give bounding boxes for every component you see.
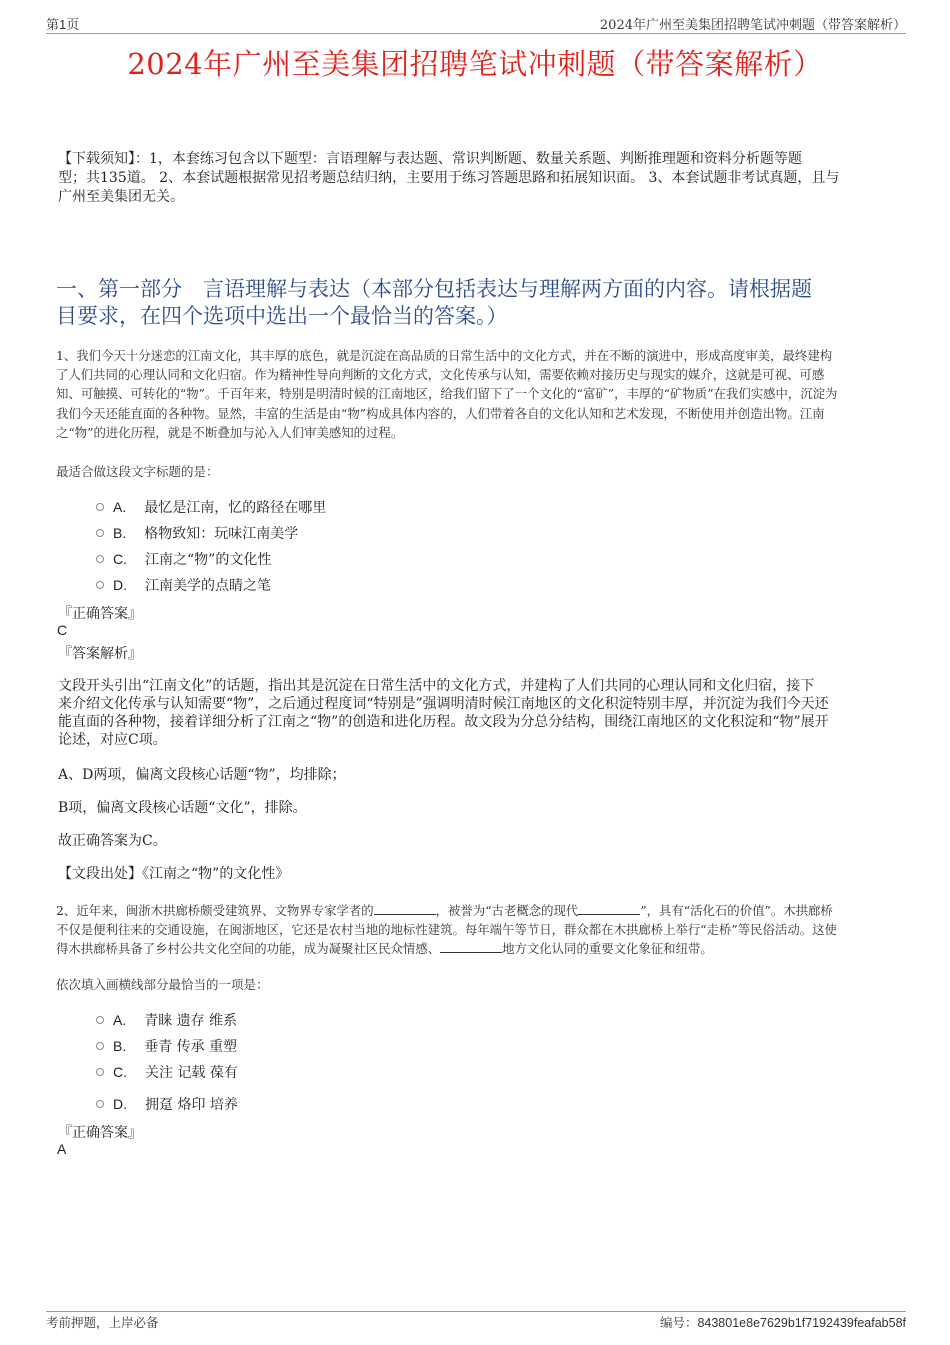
option-text: 青睐 遗存 维系: [144, 1013, 238, 1029]
q1-option-a[interactable]: [96, 497, 326, 517]
option-letter: B.: [113, 525, 127, 541]
q2-option-c[interactable]: [96, 1062, 238, 1082]
radio-icon[interactable]: [96, 503, 104, 511]
radio-icon[interactable]: [96, 529, 104, 537]
q1-correct-answer: C: [57, 622, 68, 638]
q1-analysis: [58, 677, 898, 749]
passage-text: 2、近年来，闽浙木拱廊桥颇受建筑界、文物界专家学者的: [56, 903, 374, 918]
page-title: 2024年广州至美集团招聘笔试冲刺题（带答案解析）: [127, 47, 823, 81]
notice-line: 【下载须知】：1，本套练习包含以下题型：言语理解与表达题、常识判断题、数量关系题、判断推理题和资料分析题等题: [58, 151, 802, 167]
passage-line: 知、可触摸、可转化的“物”。千百年来，特别是明清时候的江南地区，给我们留下了一个文化的“富矿”，丰厚的“矿物质”在我们实感中，沉淀为: [56, 386, 838, 402]
option-text: 垂青 传承 重塑: [144, 1039, 238, 1055]
passage-line: [56, 901, 906, 920]
option-letter: D.: [113, 1096, 127, 1112]
header-doc-title: 2024年广州至美集团招聘笔试冲刺题（带答案解析）: [599, 18, 906, 33]
q1-analysis-b: B项，偏离文段核心话题“文化”，排除。: [58, 800, 307, 816]
option-text: 拥趸 烙印 培养: [145, 1097, 238, 1113]
footer-code-value: 843801e8e7629b1f7192439feafab58f: [697, 1316, 906, 1330]
section-heading-line: 目要求，在四个选项中选出一个最恰当的答案。）: [56, 304, 508, 328]
download-notice: [58, 150, 903, 207]
footer-code-label: 编号：: [659, 1315, 698, 1330]
q1-option-b[interactable]: [96, 523, 298, 543]
section-heading-line: 一、第一部分 言语理解与表达（本部分包括表达与理解两方面的内容。请根据题: [56, 277, 812, 301]
option-text: 格物致知：玩味江南美学: [144, 526, 299, 542]
radio-icon[interactable]: [96, 1068, 104, 1076]
q1-analysis-label: 『答案解析』: [58, 646, 142, 662]
q2-prompt: 依次填入画横线部分最恰当的一项是：: [56, 977, 269, 992]
option-text: 江南美学的点睛之笔: [145, 578, 271, 594]
notice-line: 型；共135道。 2、本套试题根据常见招考题总结归纳，主要用于练习答题思路和拓展知识面。 3、本套试题非考试真题，且与: [58, 170, 840, 186]
passage-line: 不仅是便利往来的交通设施，在闽浙地区，它还是农村当地的地标性建筑。每年端午等节日，群众都在木拱廊桥上举行“走桥”等民俗活动。这使: [56, 922, 837, 938]
passage-line: [56, 939, 906, 958]
option-letter: A.: [113, 499, 127, 515]
notice-line: 广州至美集团无关。: [58, 189, 184, 205]
q1-conclusion: 故正确答案为C。: [58, 833, 167, 849]
analysis-line: 论述，对应C项。: [58, 732, 167, 748]
option-letter: C.: [113, 551, 127, 567]
passage-line: 我们今天还能直面的各种物。显然，丰富的生活是由“物”构成具体内容的，人们带着各自的文化认知和艺术发现，不断使用并创造出物。江南: [56, 405, 825, 421]
radio-icon[interactable]: [96, 581, 104, 589]
q2-correct-answer: A: [57, 1141, 67, 1157]
radio-icon[interactable]: [96, 1042, 104, 1050]
radio-icon[interactable]: [96, 1016, 104, 1024]
section-heading: [56, 276, 906, 330]
passage-text: ，被誉为“古老概念的现代: [435, 903, 579, 918]
q1-option-d[interactable]: [96, 575, 271, 595]
q2-option-d[interactable]: [96, 1094, 238, 1114]
q1-passage: [56, 346, 906, 442]
q1-prompt: 最适合做这段文字标题的是：: [56, 464, 219, 479]
option-text: 江南之“物”的文化性: [145, 552, 272, 568]
analysis-line: 来介绍文化传承与认知需要“物”，之后通过程度词“特别是”强调明清时候江南地区的文化积淀特别丰厚，并沉淀为我们今天还: [58, 696, 829, 712]
fill-blank: [440, 940, 502, 953]
q1-correct-label: 『正确答案』: [58, 606, 142, 622]
q1-analysis-ad: A、D两项，偏离文段核心话题“物”，均排除；: [58, 767, 346, 783]
option-text: 关注 记载 葆有: [145, 1065, 238, 1081]
passage-line: 了人们共同的心理认同和文化归宿。作为精神性导向判断的文化方式，文化传承与认知，需要依赖对接历史与现实的媒介，这就是可视、可感: [56, 367, 825, 383]
footer-slogan: 考前押题，上岸必备: [46, 1315, 159, 1330]
radio-icon[interactable]: [96, 555, 104, 563]
option-letter: A.: [113, 1012, 127, 1028]
passage-text: 得木拱廊桥具备了乡村公共文化空间的功能，成为凝聚社区民众情感、: [56, 941, 441, 957]
analysis-line: 文段开头引出“江南文化”的话题，指出其是沉淀在日常生活中的文化方式，并建构了人们共同的心理认同和文化归宿，接下: [58, 678, 815, 694]
analysis-line: 能直面的各种物，接着详细分析了江南之“物”的创造和进化历程。故文段为分总分结构，围绕江南地区的文化积淀和“物”展开: [58, 714, 829, 730]
footer-code: [660, 1313, 906, 1331]
fill-blank: [578, 902, 640, 915]
footer-rule: [46, 1311, 906, 1312]
q1-option-c[interactable]: [96, 549, 271, 569]
option-letter: B.: [113, 1038, 127, 1054]
header-rule: [46, 33, 906, 34]
page-number: 第1页: [46, 17, 80, 32]
q2-passage: [56, 901, 906, 959]
fill-blank: [374, 902, 436, 915]
radio-icon[interactable]: [96, 1100, 104, 1108]
passage-text: 地方文化认同的重要文化象征和纽带。: [502, 941, 713, 957]
option-text: 最忆是江南，忆的路径在哪里: [144, 500, 327, 516]
q2-option-a[interactable]: [96, 1010, 237, 1030]
passage-line: 之“物”的进化历程，就是不断叠加与沁入人们审美感知的过程。: [56, 424, 404, 440]
option-letter: C.: [113, 1064, 127, 1080]
q2-option-b[interactable]: [96, 1036, 237, 1056]
passage-text: ”，具有“活化石的价值”。木拱廊桥: [640, 903, 833, 918]
q2-correct-label: 『正确答案』: [58, 1125, 142, 1141]
passage-line: 1、我们今天十分迷恋的江南文化，其丰厚的底色，就是沉淀在高品质的日常生活中的文化方式，并在不断的演进中，形成高度审美，最终建构: [56, 348, 833, 363]
q1-source: 【文段出处】《江南之“物”的文化性》: [58, 866, 290, 882]
option-letter: D.: [113, 577, 127, 593]
